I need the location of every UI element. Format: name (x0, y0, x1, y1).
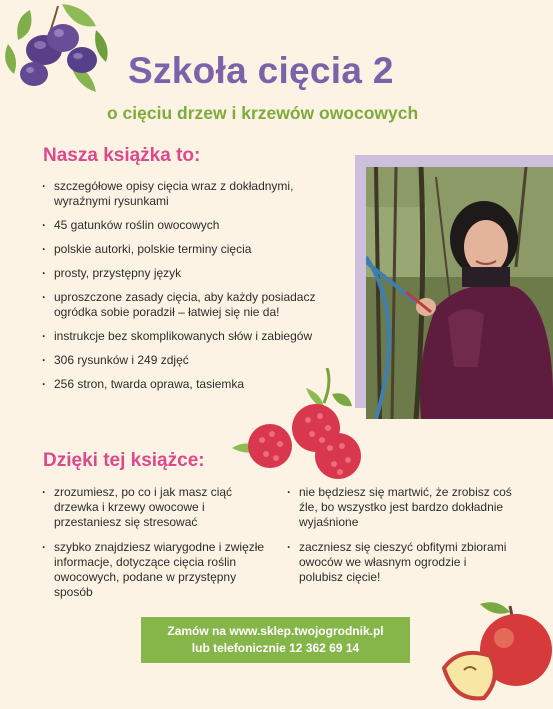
list-item: · szczegółowe opisy cięcia wraz z dokładnymi, wyraźnymi rysunkami (42, 179, 347, 209)
list-item: · nie będziesz się martwić, że zrobisz coś źle, bo wszystko jest bardzo dokładnie wyjaśnione (287, 485, 512, 530)
list-item: · szybko znajdziesz wiarygodne i zwięzłe informacje, dotyczące cięcia roślin owocowych, podane w przystępny sposób (42, 540, 272, 600)
list-item: · zrozumiesz, po co i jak masz ciąć drzewka i krzewy owocowe i przestaniesz się stresować (42, 485, 272, 530)
section-benefits-title: Dzięki tej książce: (43, 450, 205, 471)
list-item: · uproszczone zasady cięcia, aby każdy posiadacz ogródka sobie poradził – łatwiej się nie da! (42, 290, 347, 320)
section-features-title: Nasza książka to: (43, 145, 201, 166)
order-phone-text: lub telefonicznie 12 362 69 14 (191, 641, 360, 655)
page-subtitle: o cięciu drzew i krzewów owocowych (107, 103, 419, 123)
order-info-box[interactable] (141, 617, 410, 663)
apple-illustration (440, 598, 553, 709)
list-item: · 45 gatunków roślin owocowych (42, 218, 347, 233)
list-item: · polskie autorki, polskie terminy cięcia (42, 242, 347, 257)
page-title: Szkoła cięcia 2 (128, 50, 394, 91)
benefits-list-left (42, 485, 272, 610)
list-item: · zaczniesz się cieszyć obfitymi zbiorami owoców we własnym ogrodzie i polubisz cięcie! (287, 540, 512, 585)
raspberries-illustration (232, 368, 372, 483)
order-website-text[interactable]: Zamów na www.sklep.twojogrodnik.pl (167, 624, 384, 638)
benefits-list-right (287, 485, 512, 595)
list-item: · 306 rysunków i 249 zdjęć (42, 353, 347, 368)
list-item: · prosty, przystępny język (42, 266, 347, 281)
list-item: · instrukcje bez skomplikowanych słów i zabiegów (42, 329, 347, 344)
author-photo (366, 167, 553, 419)
list-item: · 256 stron, twarda oprawa, tasiemka (42, 377, 347, 392)
